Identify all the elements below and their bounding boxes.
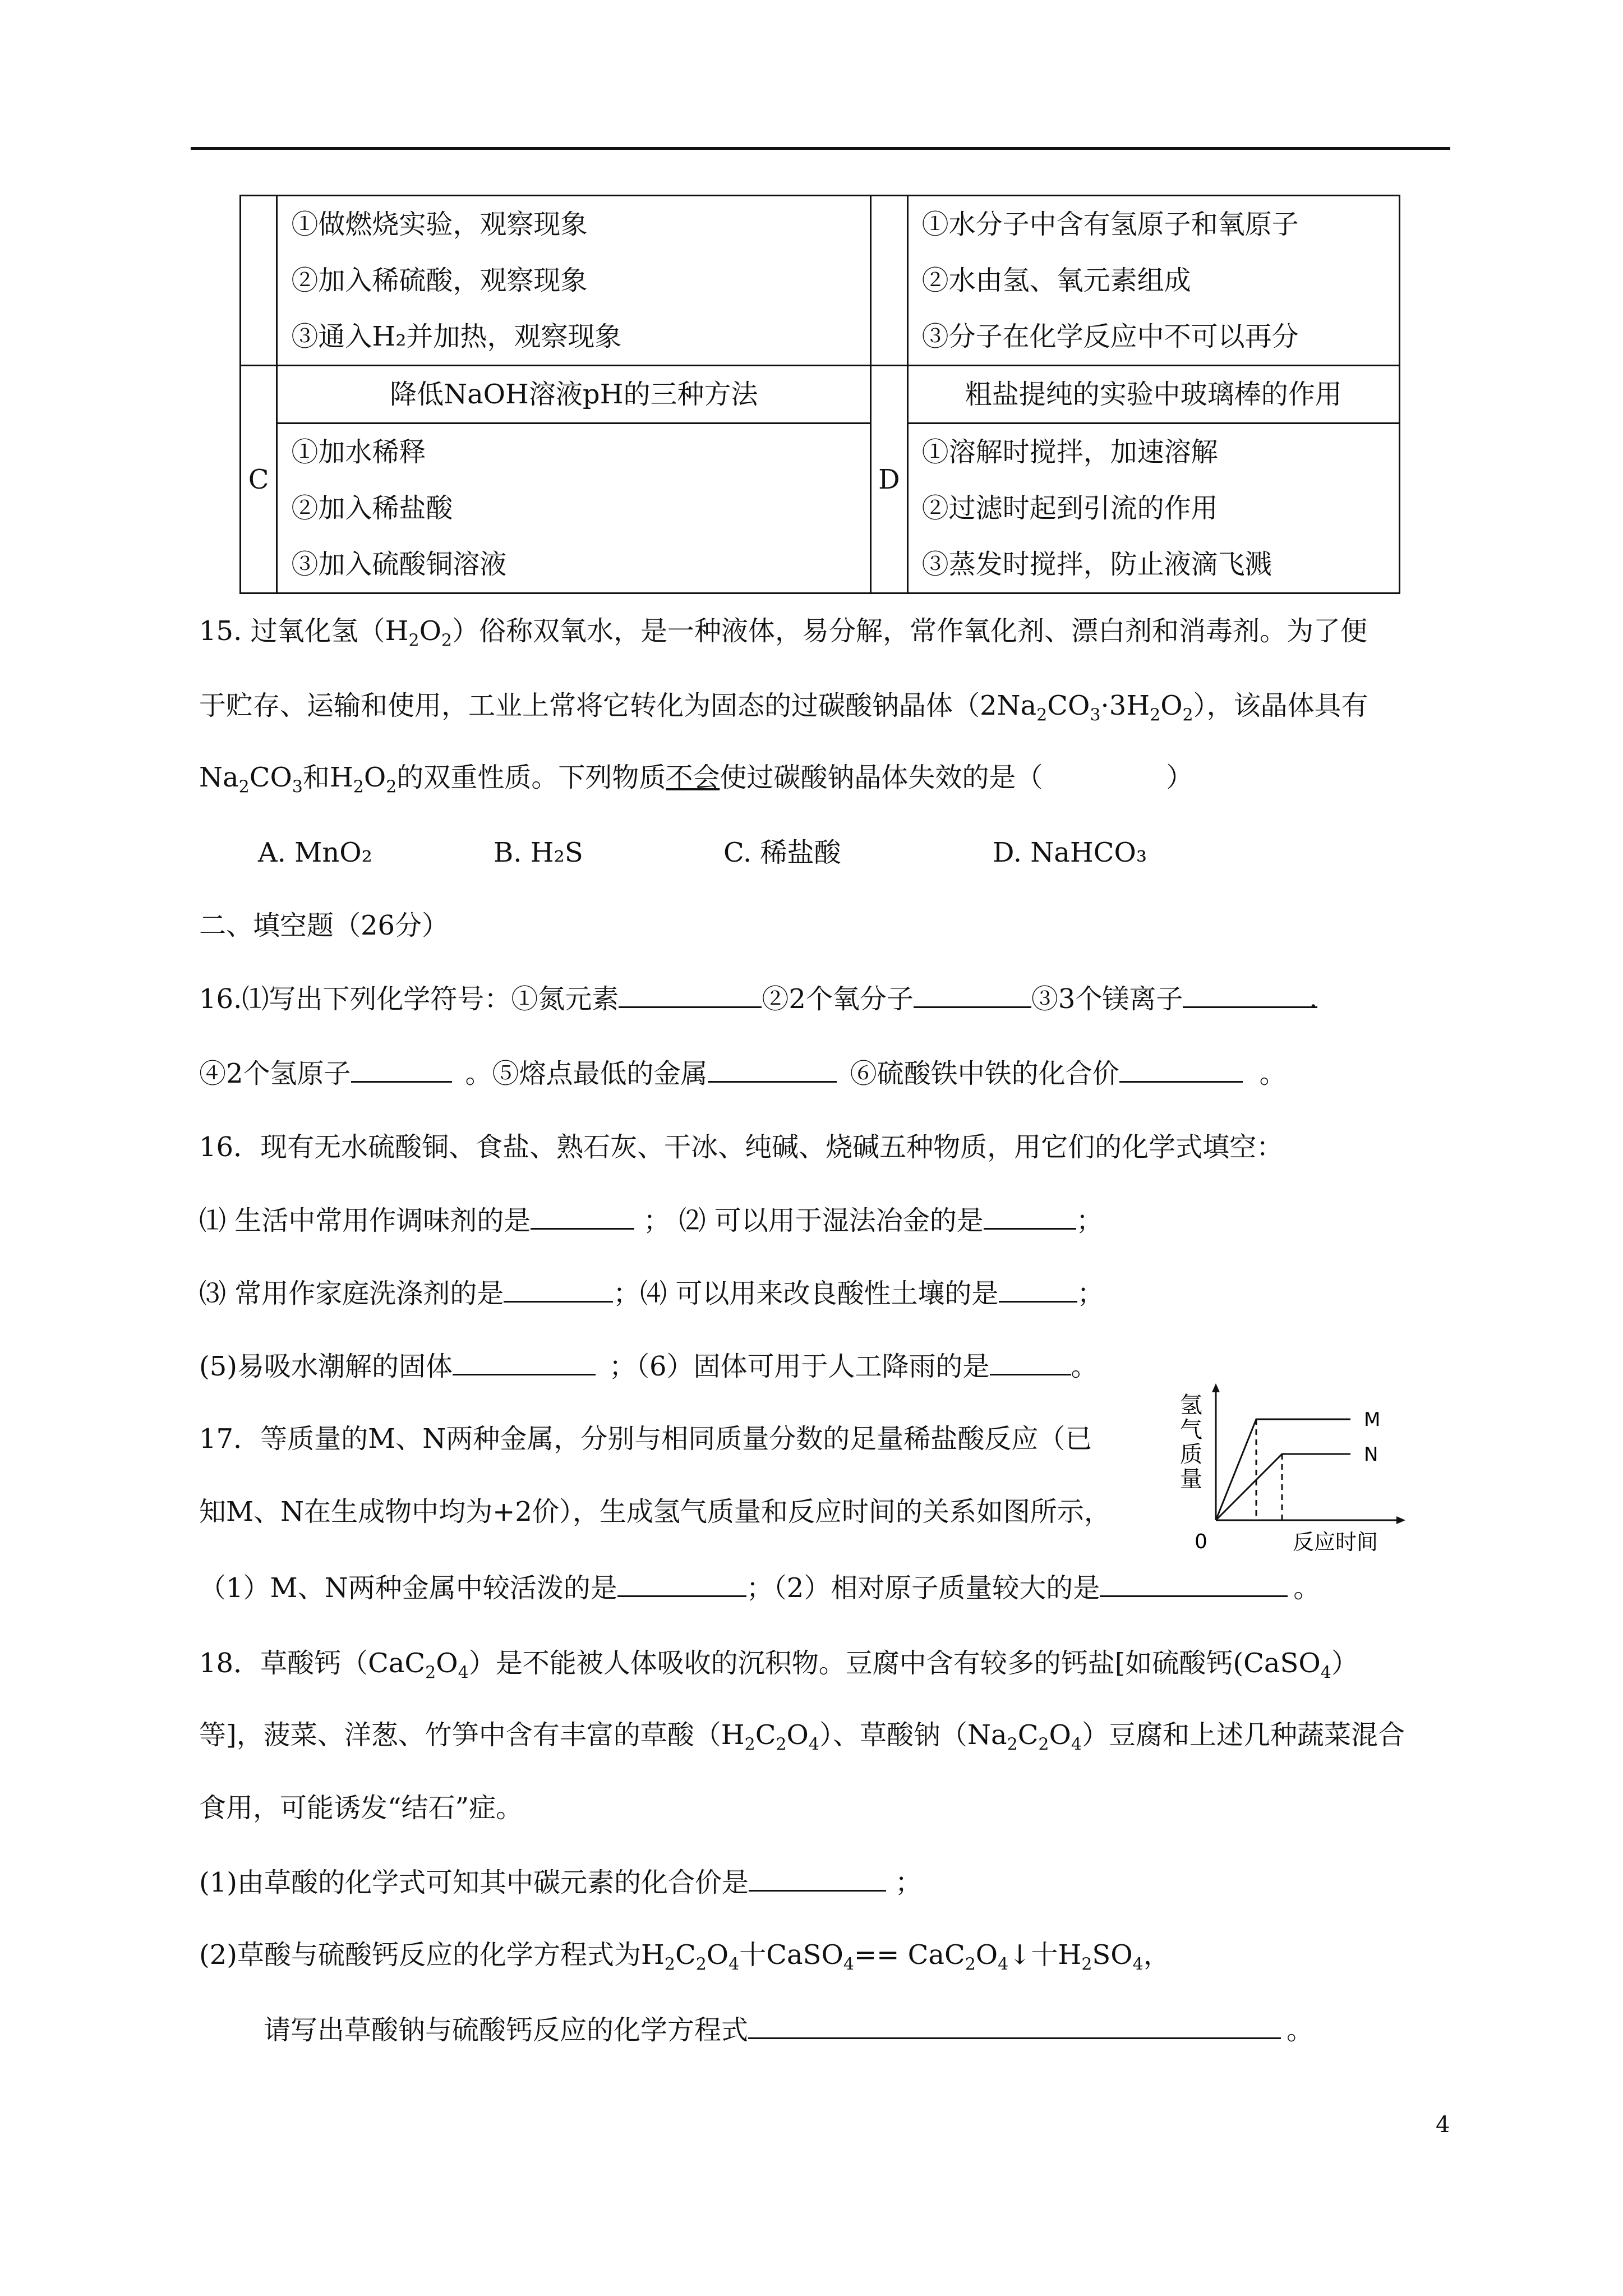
row2-right-cell <box>907 424 1399 593</box>
q15-option-b: B. H₂S <box>494 837 583 868</box>
q18-text: O <box>786 1719 809 1751</box>
series-n-line <box>1216 1454 1350 1520</box>
comparison-table <box>239 195 1400 594</box>
q16b-text: 。 <box>1071 1351 1098 1382</box>
q18-sub: 4 <box>458 1663 469 1683</box>
row1-right-item: ①水分子中含有氢原子和氧原子 <box>921 209 1299 240</box>
row2-label-left: C <box>241 366 277 593</box>
q18-sub: 4 <box>998 1954 1009 1975</box>
q16a-text: . <box>1309 983 1318 1014</box>
q15-emphasis: 不会 <box>666 762 720 793</box>
q18-line3: 食用，可能诱发“结石”症。 <box>199 1792 523 1824</box>
q15-options <box>258 836 1147 869</box>
q16a-text: ⑥硫酸铁中铁的化合价 <box>850 1058 1119 1089</box>
q15-sub: 3 <box>292 777 303 797</box>
q17-text: （1）M、N两种金属中较活泼的是 <box>199 1572 617 1604</box>
answer-blank[interactable] <box>708 1056 837 1083</box>
answer-blank[interactable] <box>914 982 1031 1008</box>
hydrogen-time-graph <box>1172 1380 1408 1554</box>
q18-text: O <box>1049 1719 1071 1751</box>
graph-y-arrow <box>1212 1383 1220 1392</box>
row2-left-item: ③加入硫酸铜溶液 <box>291 549 507 580</box>
q18-sub: 4 <box>728 1954 740 1975</box>
row2-left-title <box>277 366 871 424</box>
q15-text: O <box>363 762 386 793</box>
graph-x-arrow <box>1396 1516 1405 1524</box>
answer-blank[interactable] <box>1183 982 1318 1014</box>
q18-text: ）豆腐和上述几种蔬菜混合 <box>1081 1719 1405 1751</box>
q16a-text: ②2个氧分子 <box>762 983 914 1015</box>
page-number: 4 <box>1436 2112 1450 2138</box>
answer-blank[interactable] <box>619 982 762 1008</box>
row1-left-item: ①做燃烧实验，观察现象 <box>291 209 588 240</box>
q16a-text: ④2个氢原子 <box>199 1058 351 1089</box>
row1-left-cell <box>277 196 871 366</box>
q17-line3 <box>199 1571 1320 1605</box>
q18-sub: 4 <box>1320 1663 1331 1683</box>
q16a-text: 。 <box>1259 1058 1287 1089</box>
q16b-text: ；（6）固体可用于人工降雨的是 <box>609 1351 990 1382</box>
answer-blank[interactable] <box>1100 1571 1288 1597</box>
q15-text: 使过碳酸钠晶体失效的是（ <box>720 762 1043 793</box>
q16b-text: ⑴ 生活中常用作调味剂的是 <box>199 1205 531 1236</box>
q15-text: ），该晶体具有 <box>1193 690 1368 721</box>
row1-right-item: ②水由氢、氧元素组成 <box>921 265 1191 296</box>
q18-text: 十CaSO <box>739 1939 843 1971</box>
row2-right-item: ②过滤时起到引流的作用 <box>921 493 1218 524</box>
q15-text: O <box>419 615 441 647</box>
q15-sub: 2 <box>238 777 250 797</box>
q18-sub: 2 <box>965 1954 976 1975</box>
answer-blank[interactable] <box>1119 1056 1243 1083</box>
answer-blank[interactable] <box>453 1349 596 1375</box>
q16b-text: ；⑷ 可以用来改良酸性土壤的是 <box>613 1278 999 1309</box>
q18-text: 18．草酸钙（CaC <box>199 1648 426 1679</box>
q16a-text: 16.⑴写出下列化学符号：①氮元素 <box>199 983 619 1015</box>
row2-left-item: ②加入稀盐酸 <box>291 493 453 524</box>
q15-line2 <box>199 689 1368 733</box>
answer-blank[interactable] <box>504 1276 613 1303</box>
q18-line4 <box>199 1865 922 1899</box>
q18-sub: 2 <box>695 1954 707 1975</box>
q18-text: C <box>755 1719 776 1751</box>
q18-text: ）、草酸钠（Na <box>819 1719 1007 1751</box>
q18-text: (2)草酸与硫酸钙反应的化学方程式为H <box>199 1939 665 1971</box>
q18-text: C <box>675 1939 696 1971</box>
q18-text: (1)由草酸的化学式可知其中碳元素的化合价是 <box>199 1867 749 1898</box>
q15-text: ·3H <box>1100 690 1150 721</box>
q18-text: == CaC <box>854 1939 965 1971</box>
row1-right-item: ③分子在化学反应中不可以再分 <box>921 321 1299 352</box>
q18-sub: 2 <box>425 1663 436 1683</box>
q18-text: 。 <box>1287 2014 1314 2046</box>
q18-sub: 2 <box>776 1734 787 1755</box>
row2-right-item: ③蒸发时搅拌，防止液滴飞溅 <box>921 549 1272 580</box>
header-rule <box>191 147 1450 150</box>
q15-sub: 3 <box>1090 705 1101 725</box>
q16b-intro: 16．现有无水硫酸铜、食盐、熟石灰、干冰、纯碱、烧碱五种物质，用它们的化学式填空： <box>199 1131 1284 1163</box>
answer-blank[interactable] <box>351 1056 452 1083</box>
row1-label-right <box>871 196 907 366</box>
q18-text: SO <box>1092 1939 1133 1971</box>
q18-line6 <box>264 2013 1313 2047</box>
q15-sub: 2 <box>408 631 419 651</box>
q17-text: 。 <box>1293 1572 1321 1604</box>
q16a-line2 <box>199 1056 1287 1091</box>
q15-text: CO <box>249 762 292 793</box>
answer-blank[interactable] <box>990 1349 1071 1375</box>
q15-line1 <box>199 614 1367 658</box>
q18-text: O <box>975 1939 998 1971</box>
graph-origin: 0 <box>1195 1530 1207 1553</box>
q16b-text: ； <box>1077 1278 1104 1309</box>
q18-text: ↓十H <box>1008 1939 1082 1971</box>
row1-left-item: ②加入稀硫酸，观察现象 <box>291 265 588 296</box>
answer-blank[interactable] <box>749 1865 886 1892</box>
q15-sub: 2 <box>1150 705 1161 725</box>
q16b-text: ； <box>1076 1205 1103 1236</box>
q18-text: ） <box>1331 1648 1358 1679</box>
q18-text: ， <box>1143 1939 1170 1971</box>
q18-text: O <box>436 1648 458 1679</box>
q18-text: ； <box>895 1867 923 1898</box>
row1-label-left <box>241 196 277 366</box>
q15-text: O <box>1160 690 1183 721</box>
q15-sub: 2 <box>1182 705 1193 725</box>
series-n-label: N <box>1364 1443 1378 1466</box>
q18-line5 <box>199 1938 1170 1982</box>
answer-blank[interactable] <box>617 1571 746 1597</box>
q15-text: CO <box>1047 690 1090 721</box>
q15-sub: 2 <box>353 777 364 797</box>
q18-sub: 2 <box>664 1954 675 1975</box>
q16b-text: ； ⑵ 可以用于湿法冶金的是 <box>643 1205 984 1236</box>
q16b-text: (5)易吸水潮解的固体 <box>199 1351 453 1382</box>
q18-sub: 2 <box>1038 1734 1049 1755</box>
q16a-line1 <box>199 982 1317 1016</box>
answer-blank[interactable] <box>999 1276 1077 1303</box>
graph-ylabel-char-1: 氢 <box>1180 1392 1202 1418</box>
q18-line1 <box>199 1646 1358 1690</box>
q16a-text: 。⑤熔点最低的金属 <box>465 1058 708 1089</box>
q18-sub: 2 <box>1007 1734 1018 1755</box>
q15-text: 于贮存、运输和使用，工业上常将它转化为固态的过碳酸钠晶体（2Na <box>199 690 1037 721</box>
graph-ylabel-char-2: 气 <box>1180 1417 1202 1443</box>
q18-text: 等]，菠菜、洋葱、竹笋中含有丰富的草酸（H <box>199 1719 745 1751</box>
answer-blank[interactable] <box>748 2013 1281 2039</box>
q16a-text: ③3个镁离子 <box>1031 983 1183 1015</box>
row2-left-cell <box>277 424 871 593</box>
q18-text: 请写出草酸钠与硫酸钙反应的化学方程式 <box>264 2014 749 2046</box>
answer-blank[interactable] <box>984 1203 1076 1230</box>
q15-text: 和H <box>302 762 353 793</box>
q15-option-d: D. NaHCO₃ <box>993 837 1147 868</box>
row2-right-item: ①溶解时搅拌，加速溶解 <box>921 436 1218 468</box>
q16b-line2 <box>199 1276 1104 1310</box>
q15-sub: 2 <box>1036 705 1048 725</box>
row2-right-title <box>907 366 1399 424</box>
q18-sub: 4 <box>1132 1954 1144 1975</box>
q18-sub: 4 <box>808 1734 819 1755</box>
q15-text: Na <box>199 762 239 793</box>
row1-left-item: ③通入H₂并加热，观察现象 <box>291 321 622 352</box>
graph-xlabel: 反应时间 <box>1293 1530 1378 1554</box>
row2-left-title-text: 降低NaOH溶液pH的三种方法 <box>390 379 758 410</box>
row2-left-item: ①加水稀释 <box>291 436 426 468</box>
graph-ylabel-char-4: 量 <box>1180 1466 1202 1492</box>
q18-sub: 2 <box>1081 1954 1092 1975</box>
q18-sub: 2 <box>744 1734 755 1755</box>
section-title: 二、填空题（26分） <box>199 910 449 941</box>
q15-text: 的双重性质。下列物质 <box>396 762 666 793</box>
row2-label-right: D <box>871 366 907 593</box>
q16b-text: ⑶ 常用作家庭洗涤剂的是 <box>199 1278 504 1309</box>
q15-text: ）俗称双氧水，是一种液体，易分解，常作氧化剂、漂白剂和消毒剂。为了便 <box>452 615 1368 647</box>
row2-right-title-text: 粗盐提纯的实验中玻璃棒的作用 <box>965 379 1342 410</box>
q18-sub: 4 <box>843 1954 854 1975</box>
q17-line2: 知M、N在生成物中均为+2价），生成氢气质量和反应时间的关系如图所示， <box>199 1496 1111 1527</box>
q18-text: O <box>706 1939 729 1971</box>
q15-line3 <box>199 761 1193 804</box>
q15-option-a: A. MnO₂ <box>258 837 372 868</box>
q16b-line3 <box>199 1349 1098 1383</box>
q15-sub: 2 <box>386 777 397 797</box>
answer-blank[interactable] <box>531 1203 634 1230</box>
q15-sub: 2 <box>441 631 453 651</box>
graph-ylabel-char-3: 质 <box>1180 1442 1202 1467</box>
q16b-line1 <box>199 1203 1103 1237</box>
q18-text: ）是不能被人体吸收的沉积物。豆腐中含有较多的钙盐[如硫酸钙(CaSO <box>468 1648 1321 1679</box>
q18-sub: 4 <box>1071 1734 1082 1755</box>
q15-option-c: C. 稀盐酸 <box>723 837 841 868</box>
q15-text: 15. 过氧化氢（H <box>199 615 409 647</box>
q15-text: ） <box>1166 762 1193 793</box>
q18-line2 <box>199 1718 1405 1762</box>
q17-text: ；（2）相对原子质量较大的是 <box>746 1572 1100 1604</box>
q18-text: C <box>1017 1719 1039 1751</box>
row1-right-cell <box>907 196 1399 366</box>
q17-line1: 17．等质量的M、N两种金属，分别与相同质量分数的足量稀盐酸反应（已 <box>199 1423 1092 1455</box>
series-m-line <box>1216 1419 1350 1520</box>
series-m-label: M <box>1364 1409 1381 1431</box>
